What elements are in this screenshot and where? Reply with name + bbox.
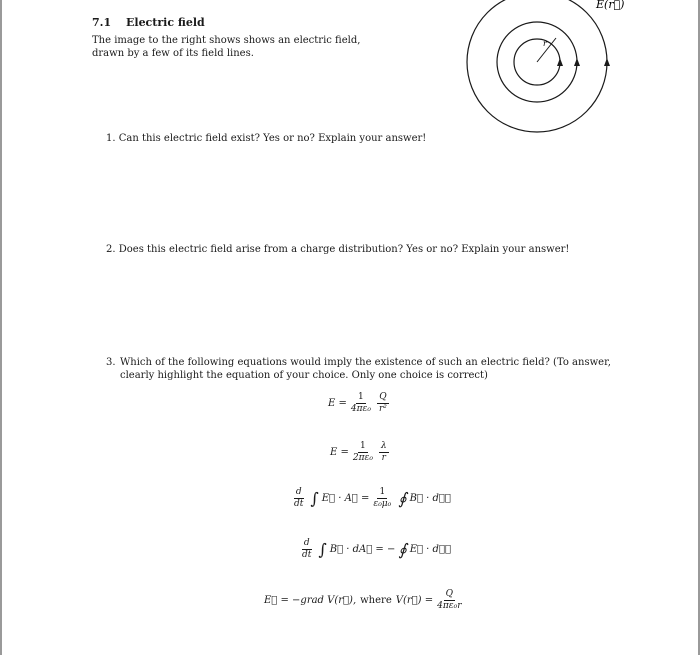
eq4-ddt (300, 538, 313, 561)
eq1-lhs: E = (328, 398, 347, 409)
eq5-fraction (435, 589, 463, 612)
question-1-text: Can this electric field exist? Yes or no? Explain your answer! (118, 133, 427, 144)
question-2 (106, 244, 569, 255)
eq5-frac-num: Q (445, 589, 454, 599)
outer-field-line (467, 0, 607, 132)
page-border-left (0, 0, 2, 655)
equation-2[interactable] (330, 441, 391, 464)
eq4-integrand: B⃗ · dA⃗ = − (329, 544, 396, 555)
eq2-frac1-num: 1 (360, 441, 366, 451)
question-3-number: 3. (106, 357, 116, 368)
eq1-fraction-2 (377, 392, 389, 415)
eq2-fraction-2 (379, 441, 389, 464)
section-number: 7.1 (92, 16, 112, 29)
radius-label: r (543, 39, 547, 48)
intro-line-1: The image to the right shows shows an electric field, (92, 35, 361, 46)
section-title: Electric field (126, 16, 205, 29)
intro-line-2: drawn by a few of its field lines. (92, 48, 254, 59)
eq3-ddt-den: dt (294, 499, 304, 509)
eq1-frac1-num: 1 (358, 392, 364, 402)
eq5-frac-den: 4πε₀r (437, 601, 462, 611)
equation-1[interactable] (328, 392, 391, 415)
eq4-loop-integral: ∮ (398, 540, 407, 559)
eq2-frac1-den: 2πε₀ (352, 453, 373, 463)
eq3-ddt (292, 487, 305, 510)
question-1-number: 1. (106, 133, 116, 144)
arrow-outer (604, 58, 610, 66)
equation-5[interactable] (264, 589, 466, 612)
intro-text (92, 34, 392, 60)
question-2-text: Does this electric field arise from a charge distribution? Yes or no? Explain your answer! (118, 244, 570, 255)
eq3-fraction (371, 487, 393, 510)
field-lines-figure (450, 0, 630, 140)
eq5-where: where (360, 595, 392, 606)
eq2-frac2-den: r (381, 453, 386, 463)
eq4-ddt-num: d (303, 538, 310, 548)
eq2-fraction-1 (351, 441, 375, 464)
field-label: E(r⃗) (596, 0, 625, 11)
eq3-integral: ∫ (310, 489, 319, 508)
equation-3[interactable] (290, 487, 451, 510)
eq5-lhs: E⃗ = −grad V(r⃗), (264, 595, 357, 606)
eq3-loop-integral: ∮ (398, 489, 407, 508)
question-1 (106, 133, 426, 144)
eq3-frac-den: ε₀μ₀ (373, 499, 392, 509)
question-2-number: 2. (106, 244, 116, 255)
eq4-integral: ∫ (318, 540, 327, 559)
arrow-middle (574, 58, 580, 66)
eq2-lhs: E = (330, 447, 349, 458)
eq3-integrand: E⃗ · A⃗ = (321, 493, 370, 504)
eq1-fraction-1 (349, 392, 373, 415)
eq3-rhs: B⃗ · dℓ⃗ (409, 493, 451, 504)
eq1-frac1-den: 4πε₀ (350, 404, 371, 414)
eq1-frac2-num: Q (379, 392, 387, 402)
eq4-rhs: E⃗ · dℓ⃗ (409, 544, 451, 555)
eq4-ddt-den: dt (302, 550, 312, 560)
question-3-text: Which of the following equations would imply the existence of such an electric field? (To answer, clearly highlight the equation of your choice. Only one choice is correct) (120, 357, 611, 381)
eq2-frac2-num: λ (380, 441, 387, 451)
eq5-vr: V(r⃗) = (395, 595, 434, 606)
eq3-ddt-num: d (295, 487, 302, 497)
arrow-inner (557, 58, 563, 66)
eq1-frac2-den: r² (378, 404, 387, 414)
eq3-frac-num: 1 (379, 487, 386, 497)
equation-4[interactable] (298, 538, 451, 561)
question-3 (106, 356, 646, 382)
